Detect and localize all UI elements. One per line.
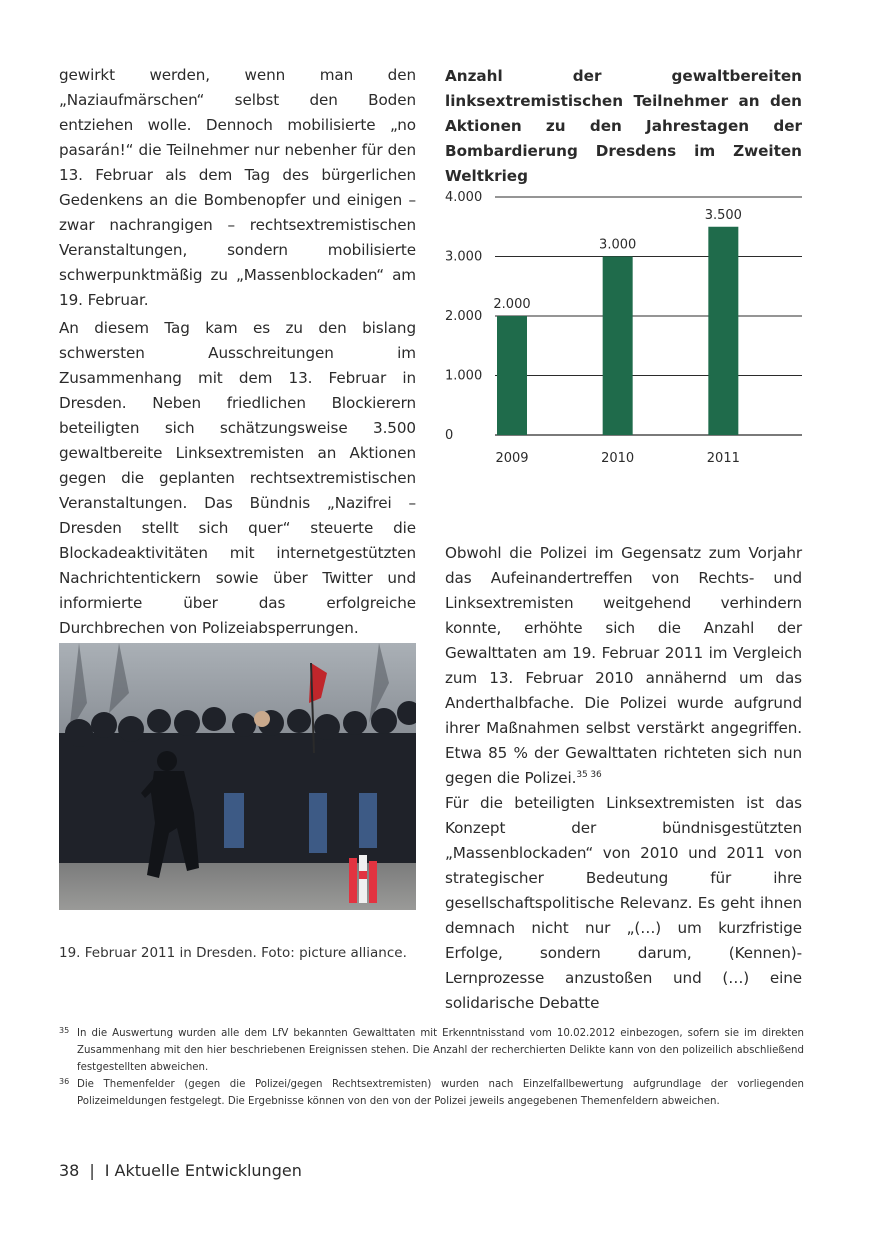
chart-grid [495,197,802,435]
footnote-number: 35 [59,1026,70,1035]
data-label: 3.000 [599,237,637,253]
photo-caption: 19. Februar 2011 in Dresden. Foto: picture alliance. [59,945,407,961]
y-tick-label: 2.000 [445,309,483,324]
bar [497,316,527,435]
footer-separator: | [89,1161,95,1180]
y-tick-label: 1.000 [445,368,483,384]
footnote-number: 36 [59,1077,70,1086]
footnote-text: Die Themenfelder (gegen die Polizei/gegen Rechtsextremisten) wurden nach Einzelfallbewertung aufgrundlage der vorliegenden Polizeimeldungen festgelegt. Die Ergebnisse können von den von der Polizei jeweils angegebenen Themenfeldern abweichen. [77,1079,804,1107]
protest-photo [59,643,416,910]
paragraph-4: Für die beteiligten Linksextremisten ist das Konzept der bündnisgestützten „Massenblockaden“ von 2010 und 2011 von strategischer Bedeutung für ihre gesellschaftspolitische Relevanz. Es geht ihnen demnach nicht nur „(…) um kurzfristige Erfolge, sondern darum, (Kennen)-Lernprozesse anzustoßen und (…) eine solidarische Debatte [445,794,802,1012]
y-tick-label: 0 [445,428,454,443]
chart-labels [445,190,742,466]
y-tick-label: 4.000 [445,190,483,205]
footnote-35 [59,1025,804,1076]
footnote-reference[interactable]: 35 36 [576,770,602,780]
chart-title: Anzahl der gewaltbereiten linksextremistischen Teilnehmer an den Aktionen zu den Jahrestagen der Bombardierung Dresdens im Zweiten Weltkrieg [445,67,802,185]
footnote-text: In die Auswertung wurden alle dem LfV bekannten Gewalttaten mit Erkenntnisstand vom 10.02.2012 einbezogen, sofern sie im direkten Zusammenhang mit den hier beschriebenen Ereignissen stehen. Die Anzahl der recherchierten Delikte kann von den polizeilich abschließend festgestellten abweichen. [77,1028,804,1073]
bar [603,257,633,436]
paragraph-1: gewirkt werden, wenn man den „Naziaufmärschen“ selbst den Boden entziehen wolle. Dennoch mobilisierte „no pasarán!“ die Teilnehmer nur nebenher für den 13. Februar als dem Tag des bürgerlichen Gedenkens an die Bombenopfer und einigen – zwar nachrangigen – rechtsextremistischen Veranstaltungen, sondern mobilisierte schwerpunktmäßig zu „Massenblockaden“ am 19. Februar. [59,66,416,309]
chart-bars [497,227,738,435]
data-label: 3.500 [704,207,742,223]
x-tick-label: 2010 [601,451,635,466]
footnote-36 [59,1076,804,1110]
page-footer [59,1160,302,1182]
page-number: 38 [59,1161,80,1180]
x-tick-label: 2011 [706,451,740,466]
paragraph-3-text: Obwohl die Polizei im Gegensatz zum Vorjahr das Aufeinandertreffen von Rechts- und Linksextremisten weitgehend verhindern konnte, erhöhte sich die Anzahl der Gewalttaten am 19. Februar 2011 im Vergleich zum 13. Februar 2010 annähernd um das Anderthalbfache. Die Polizei wurde aufgrund ihrer Maßnahmen selbst verstärkt angegriffen. Etwa 85 % der Gewalttaten richteten sich nun gegen die Polizei. [445,544,802,787]
y-tick-label: 3.000 [445,249,483,265]
paragraph-3 [445,541,802,791]
bar [708,227,738,435]
photo-illustration [59,643,416,910]
data-label: 2.000 [493,297,531,312]
paragraph-2: An diesem Tag kam es zu den bislang schwersten Ausschreitungen im Zusammenhang mit dem 13. Februar in Dresden. Neben friedlichen Blockierern beteiligten sich schätzungsweise 3.500 gewaltbereite Linksextremisten an Aktionen gegen die geplanten rechtsextremistischen Veranstaltungen. Das Bündnis „Nazifrei – Dresden stellt sich quer“ steuerte die Blockadeaktivitäten mit internetgestützten Nachrichtentickern sowie über Twitter und informierte über das erfolgreiche Durchbrechen von Polizeiabsperrungen. [59,319,416,637]
section-title: I Aktuelle Entwicklungen [104,1161,302,1180]
x-tick-label: 2009 [495,451,529,466]
bar-chart [440,180,810,480]
